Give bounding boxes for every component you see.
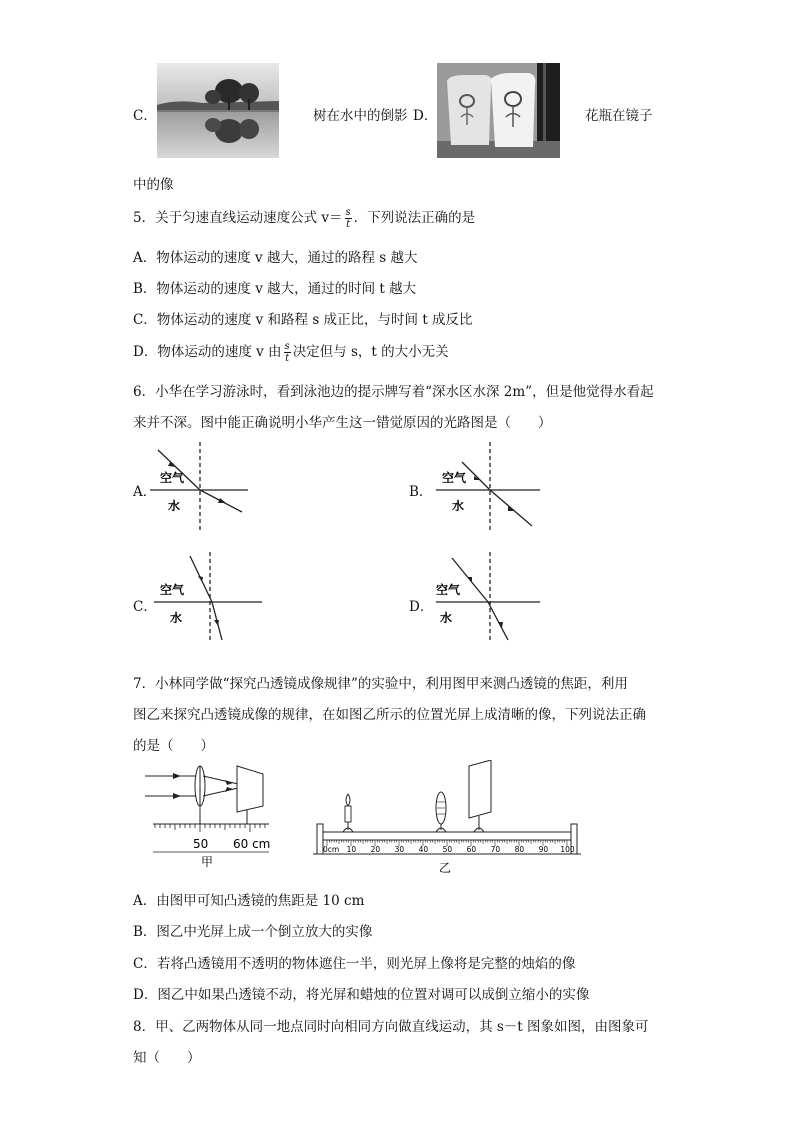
q4-continuation: 中的像 (133, 177, 174, 193)
q8-stem-line2: 知（ ） (133, 1050, 201, 1066)
figure-yi-optical-bench (313, 760, 583, 876)
jia-tick-50: 50 (193, 837, 209, 851)
q6-diagram-d (432, 550, 544, 642)
yi-tick-label: 40 (418, 845, 429, 854)
q5-d-frac-num: s (284, 341, 290, 352)
q6-diagram-b (432, 440, 544, 532)
yi-tick-label: 100 (560, 845, 575, 854)
yi-caption: 乙 (439, 861, 452, 875)
q7-option-b: B．图乙中光屏上成一个倒立放大的实像 (133, 924, 373, 940)
q4-option-d-caption: 花瓶在镜子 (585, 108, 653, 124)
q5-option-d (133, 340, 449, 364)
yi-tick-label: 80 (514, 845, 525, 854)
q5-option-c: C．物体运动的速度 v 和路程 s 成正比，与时间 t 成反比 (133, 312, 473, 328)
q6-option-c-label: C． (133, 599, 157, 615)
q5-d-frac-den: t (285, 353, 290, 364)
q7-option-a: A．由图甲可知凸透镜的焦距是 10 cm (133, 893, 365, 909)
air-label: 空气 (436, 583, 461, 597)
yi-tick-label: 20 (370, 845, 381, 854)
air-label: 空气 (160, 471, 185, 485)
q5-stem (133, 206, 475, 230)
q5-frac-num: s (345, 207, 351, 218)
q7-option-d: D．图乙中如果凸透镜不动，将光屏和蜡烛的位置对调可以成倒立缩小的实像 (133, 987, 590, 1003)
q6-option-d-label: D． (409, 599, 434, 615)
q5-option-b: B．物体运动的速度 v 越大，通过的时间 t 越大 (133, 281, 417, 297)
yi-tick-label: 90 (538, 845, 549, 854)
air-label: 空气 (442, 471, 467, 485)
q5-frac-den: t (346, 219, 351, 230)
q4-option-c-label: C． (133, 108, 157, 124)
q7-option-c: C．若将凸透镜用不透明的物体遮住一半，则光屏上像将是完整的烛焰的像 (133, 956, 576, 972)
vase-mirror-photo (437, 63, 560, 158)
q5-option-a: A．物体运动的速度 v 越大，通过的路程 s 越大 (133, 250, 418, 266)
water-label: 水 (168, 499, 181, 513)
q5-d-fraction (284, 341, 291, 364)
q5-option-d-prefix: D．物体运动的速度 v 由 (133, 344, 282, 360)
candle-icon (345, 794, 351, 830)
yi-tick-label: 30 (394, 845, 405, 854)
q6-stem-line2: 来并不深。图中能正确说明小华产生这一错觉原因的光路图是（ ） (133, 415, 552, 431)
convex-lens-icon (436, 792, 446, 830)
q6-diagram-c (150, 550, 265, 642)
water-label: 水 (440, 611, 453, 625)
q7-stem-line2: 图乙来探究凸透镜成像的规律，在如图乙所示的位置光屏上成清晰的像，下列说法正确 (133, 707, 646, 723)
q6-stem-line1: 6．小华在学习游泳时，看到泳池边的提示牌写着“深水区水深 2m”，但是他觉得水看起 (133, 384, 654, 400)
q7-stem-line1: 7．小林同学做“探究凸透镜成像规律”的实验中，利用图甲来测凸透镜的焦距，利用 (133, 676, 628, 692)
jia-caption: 甲 (201, 855, 214, 869)
yi-tick-label: 0cm (323, 845, 340, 854)
jia-tick-60: 60 cm (233, 837, 271, 851)
q4-option-c-caption: 树在水中的倒影 (313, 108, 408, 124)
q7-stem-line3: 的是（ ） (133, 738, 214, 754)
q5-stem-suffix: ．下列说法正确的是 (353, 210, 476, 226)
q5-option-d-suffix: 决定但与 s，t 的大小无关 (292, 344, 449, 360)
yi-tick-label: 70 (490, 845, 501, 854)
yi-tick-label: 60 (466, 845, 477, 854)
air-label: 空气 (160, 583, 185, 597)
q4-option-d-label: D． (413, 108, 438, 124)
water-label: 水 (452, 499, 465, 513)
q6-diagram-a (150, 440, 260, 532)
q6-option-b-label: B． (409, 484, 433, 500)
light-screen-icon (469, 760, 491, 830)
q6-option-a-label: A． (133, 484, 157, 500)
water-label: 水 (170, 611, 183, 625)
yi-tick-label: 50 (442, 845, 453, 854)
tree-reflection-photo (157, 63, 279, 158)
figure-jia-focal-length (145, 762, 273, 874)
q8-stem-line1: 8．甲、乙两物体从同一地点同时向相同方向做直线运动，其 s－t 图象如图，由图象可 (133, 1019, 649, 1035)
yi-tick-label: 10 (346, 845, 357, 854)
q5-formula-fraction (345, 207, 352, 230)
q5-stem-prefix: 5．关于匀速直线运动速度公式 v＝ (133, 210, 343, 226)
